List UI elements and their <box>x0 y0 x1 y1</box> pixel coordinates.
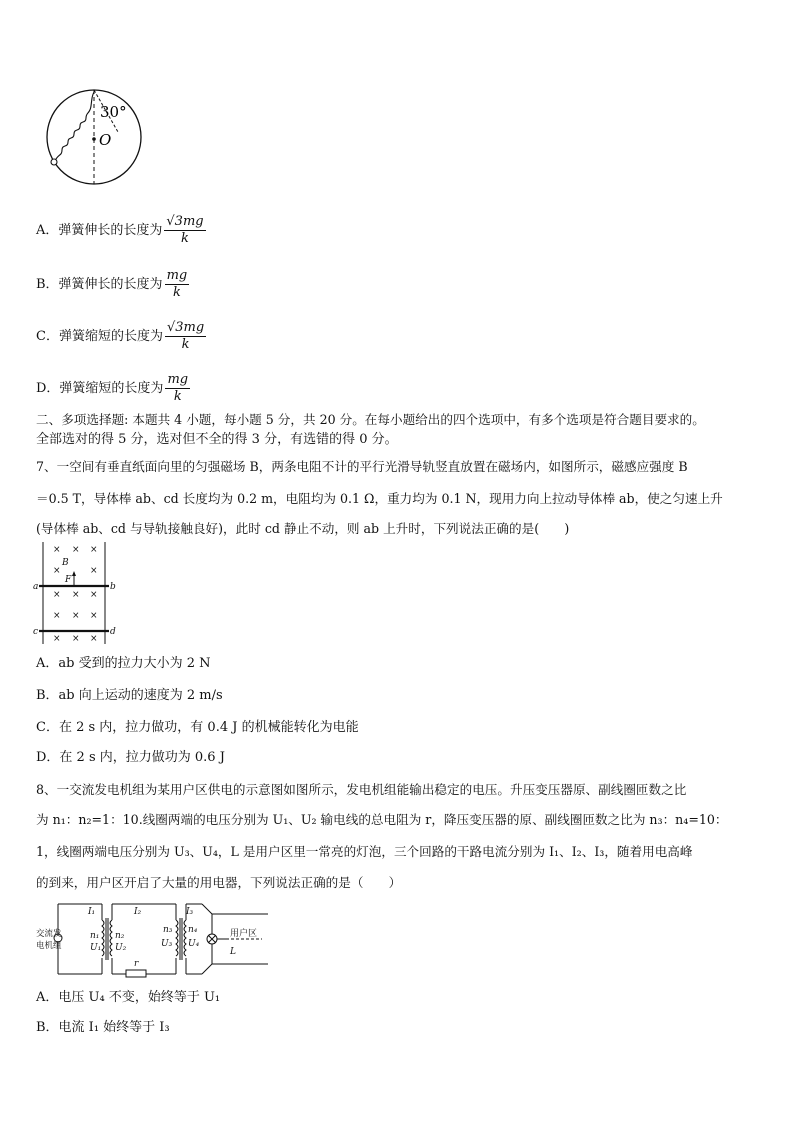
spring-coil <box>55 92 94 161</box>
svg-text:×: × <box>90 566 98 576</box>
rails-figure <box>33 540 123 646</box>
svg-text:U₄: U₄ <box>188 939 200 949</box>
svg-text:×: × <box>90 590 98 600</box>
svg-text:L: L <box>230 947 236 957</box>
svg-text:I₁: I₁ <box>88 907 96 917</box>
ring-bead <box>51 159 57 165</box>
q8-line1: 8、一交流发电机组为某用户区供电的示意图如图所示，发电机组能输出稳定的电压。升压变压器原、副线圈匝数之比 <box>36 782 687 797</box>
svg-text:×: × <box>72 611 80 621</box>
svg-text:×: × <box>90 634 98 644</box>
label-a: a <box>33 582 39 592</box>
q6-option-d: D．弹簧缩短的长度为 $\frac{mg}{k}$ <box>36 372 189 404</box>
svg-text:U₁: U₁ <box>90 943 102 953</box>
q8-line3: 1，线圈两端电压分别为 U₃、U₄，L 是用户区里一常亮的灯泡，三个回路的干路电流分别为 I₁、I₂、I₃，随着用电高峰 <box>36 844 693 859</box>
q8-line4: 的到来，用户区开启了大量的用电器，下列说法正确的是（ ） <box>36 875 402 890</box>
svg-text:×: × <box>90 611 98 621</box>
svg-text:U₃: U₃ <box>161 939 173 949</box>
q8-line2: 为 n₁：n₂=1：10.线圈两端的电压分别为 U₁、U₂ 输电线的总电阻为 r，降压变压器的原、副线圈匝数之比为 n₃：n₄=10： <box>36 812 728 827</box>
q7-option-b: B．ab 向上运动的速度为 2 m/s <box>36 688 223 703</box>
q6-option-a: A．弹簧伸长的长度为 $\frac{√3mg}{k}$ <box>36 214 204 246</box>
svg-text:×: × <box>53 566 61 576</box>
svg-text:交流发: 交流发 <box>36 929 62 939</box>
svg-text:I₂: I₂ <box>134 907 142 917</box>
angle-label: 30° <box>100 103 127 121</box>
svg-text:×: × <box>53 611 61 621</box>
q7-option-d: D．在 2 s 内，拉力做功为 0.6 J <box>36 750 225 765</box>
svg-text:n₄: n₄ <box>188 925 198 935</box>
svg-text:×: × <box>72 545 80 555</box>
q7-option-a: A．ab 受到的拉力大小为 2 N <box>36 656 211 671</box>
center-label: O <box>99 131 112 149</box>
center-point <box>92 137 96 141</box>
svg-text:n₂: n₂ <box>115 931 125 941</box>
svg-text:n₁: n₁ <box>90 931 100 941</box>
section2-line1: 二、多项选择题: 本题共 4 小题，每小题 5 分，共 20 分。在每小题给出的四个选项中，有多个选项是符合题目要求的。 <box>36 412 705 427</box>
svg-text:×: × <box>72 634 80 644</box>
svg-text:U₂: U₂ <box>115 943 127 953</box>
force-label: F <box>65 575 72 585</box>
svg-text:用户区: 用户区 <box>230 929 258 939</box>
svg-text:×: × <box>53 634 61 644</box>
svg-text:电机组: 电机组 <box>36 941 62 951</box>
label-b: b <box>110 582 116 592</box>
svg-text:r: r <box>134 959 139 969</box>
q7-line2: ＝0.5 T，导体棒 ab、cd 长度均为 0.2 m，电阻均为 0.1 Ω，重力均为 0.1 N，现用力向上拉动导体棒 ab，使之匀速上升 <box>36 491 723 506</box>
q6-option-b: B．弹簧伸长的长度为 $\frac{mg}{k}$ <box>36 268 188 300</box>
force-arrowhead <box>72 571 76 576</box>
svg-text:×: × <box>53 545 61 555</box>
q8-option-a: A．电压 U₄ 不变，始终等于 U₁ <box>36 990 221 1005</box>
q7-line1: 7、一空间有垂直纸面向里的匀强磁场 B，两条电阻不计的平行光滑导轨竖直放置在磁场内，如图所示，磁感应强度 B <box>36 459 688 474</box>
transmission-circuit-figure <box>36 900 272 980</box>
q8-option-b: B．电流 I₁ 始终等于 I₃ <box>36 1020 170 1035</box>
q7-option-c: C．在 2 s 内，拉力做功，有 0.4 J 的机械能转化为电能 <box>36 720 359 735</box>
svg-text:I₃: I₃ <box>186 907 194 917</box>
section2-line2: 全部选对的得 5 分，选对但不全的得 3 分，有选错的得 0 分。 <box>36 432 398 447</box>
svg-text:×: × <box>53 590 61 600</box>
field-label: B <box>62 558 69 568</box>
label-c: c <box>33 627 39 637</box>
circle-spring-figure <box>40 84 150 189</box>
q6-option-c: C．弹簧缩短的长度为 $\frac{√3mg}{k}$ <box>36 320 205 352</box>
svg-text:n₃: n₃ <box>163 925 173 935</box>
label-d: d <box>110 627 116 637</box>
svg-text:×: × <box>72 590 80 600</box>
svg-text:×: × <box>90 545 98 555</box>
q7-line3: (导体棒 ab、cd 与导轨接触良好)，此时 cd 静止不动，则 ab 上升时，下列说法正确的是( ) <box>36 521 570 536</box>
resistor-r <box>126 970 146 977</box>
